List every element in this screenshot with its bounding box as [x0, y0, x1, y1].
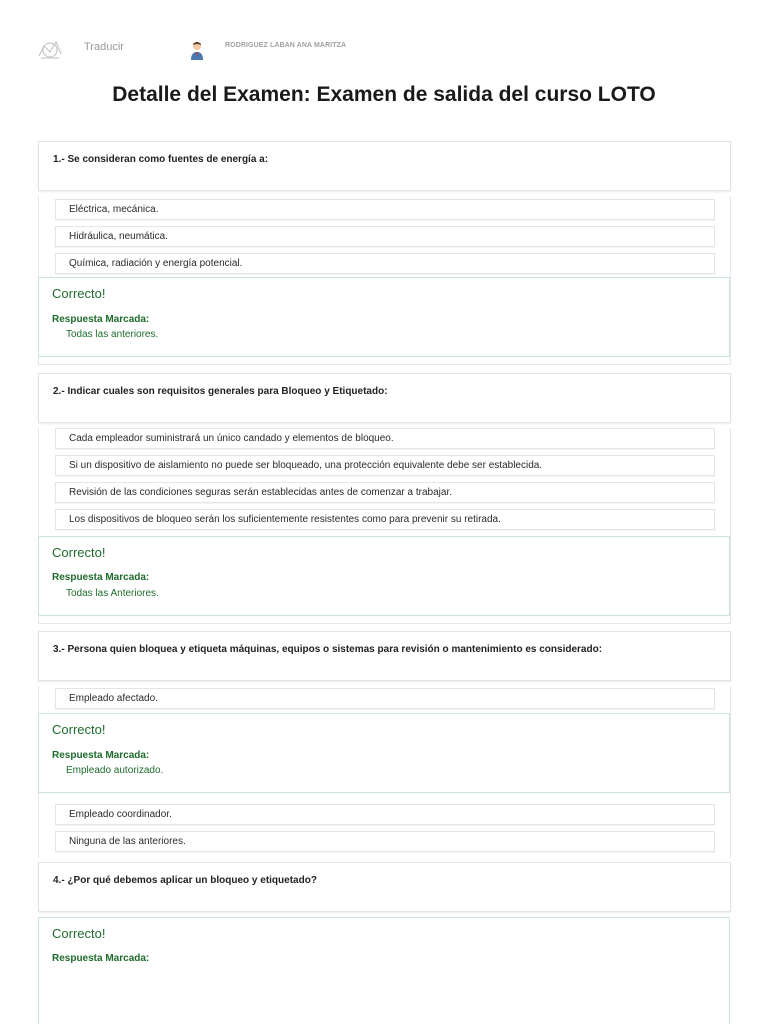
divider — [38, 616, 731, 624]
marked-answer: Todas las Anteriores. — [66, 588, 159, 599]
answer-option[interactable] — [55, 482, 715, 503]
option-label: Eléctrica, mecánica. — [69, 204, 159, 215]
answer-option[interactable] — [55, 455, 715, 476]
option-label: Empleado afectado. — [69, 693, 158, 704]
question-text: 3.- Persona quien bloquea y etiqueta máquinas, equipos o sistemas para revisión o mantenimiento es considerado: — [53, 644, 603, 655]
top-bar — [0, 0, 768, 70]
question-card — [38, 631, 731, 681]
marked-answer: Todas las anteriores. — [66, 329, 159, 340]
answer-option[interactable] — [55, 804, 715, 825]
option-label: Ninguna de las anteriores. — [69, 836, 186, 847]
marked-answer-label: Respuesta Marcada: — [52, 750, 150, 761]
question-text: 4.- ¿Por qué debemos aplicar un bloqueo y etiquetado? — [53, 875, 317, 886]
translate-link[interactable]: Traducir — [84, 41, 124, 53]
marked-answer-label: Respuesta Marcada: — [52, 572, 150, 583]
question-text: 1.- Se consideran como fuentes de energía a: — [53, 154, 269, 165]
answer-option[interactable] — [55, 509, 715, 530]
option-label: Química, radiación y energía potencial. — [69, 258, 243, 269]
option-label: Cada empleador suministrará un único candado y elementos de bloqueo. — [69, 433, 394, 444]
marked-answer-label: Respuesta Marcada: — [52, 314, 150, 325]
answer-option[interactable] — [55, 831, 715, 852]
marked-answer-label: Respuesta Marcada: — [52, 953, 150, 964]
answer-option[interactable] — [55, 226, 715, 247]
result-status: Correcto! — [52, 926, 106, 941]
question-text: 2.- Indicar cuales son requisitos generales para Bloqueo y Etiquetado: — [53, 386, 388, 397]
result-box — [38, 536, 730, 616]
result-status: Correcto! — [52, 286, 106, 301]
answer-option[interactable] — [55, 253, 715, 274]
result-box — [38, 917, 730, 1024]
answer-option[interactable] — [55, 199, 715, 220]
page-title: Detalle del Examen: Examen de salida del curso LOTO — [112, 83, 656, 106]
logo-icon[interactable] — [36, 38, 64, 62]
option-label: Hidráulica, neumática. — [69, 231, 168, 242]
divider — [38, 357, 731, 365]
result-box — [38, 277, 730, 357]
result-status: Correcto! — [52, 545, 106, 560]
avatar[interactable] — [189, 40, 205, 60]
question-card — [38, 141, 731, 191]
option-label: Revisión de las condiciones seguras serán establecidas antes de comenzar a trabajar. — [69, 487, 452, 498]
question-card — [38, 373, 731, 423]
answer-option[interactable] — [55, 428, 715, 449]
marked-answer: Empleado autorizado. — [66, 765, 164, 776]
user-name[interactable]: RODRIGUEZ LABAN ANA MARITZA — [225, 42, 347, 49]
question-card — [38, 862, 731, 912]
result-status: Correcto! — [52, 722, 106, 737]
result-box — [38, 713, 730, 793]
answer-option[interactable] — [55, 688, 715, 709]
option-label: Los dispositivos de bloqueo serán los suficientemente resistentes como para prevenir su retirada. — [69, 514, 501, 525]
option-label: Si un dispositivo de aislamiento no puede ser bloqueado, una protección equivalente debe ser establecida. — [69, 460, 543, 471]
option-label: Empleado coordinador. — [69, 809, 172, 820]
